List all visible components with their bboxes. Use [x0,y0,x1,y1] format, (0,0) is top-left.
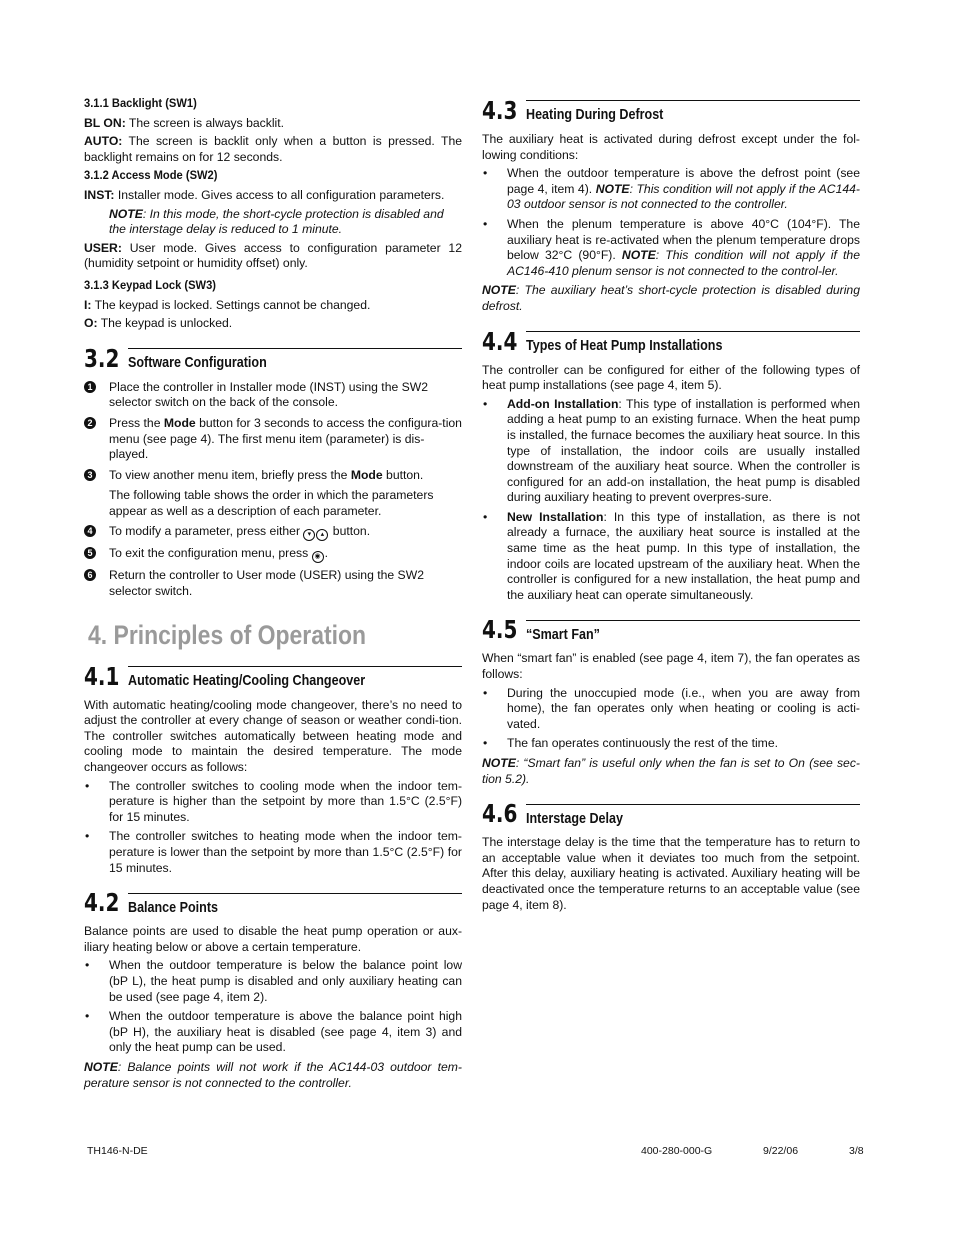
right-column [482,98,860,916]
step-2: 2 Press the Mode button for 3 seconds to access the configura-tion menu (see page 4). The first menu item (parameter) is dis-played. [84,416,462,463]
section-title: Balance Points [128,899,218,916]
left-column [84,96,462,1094]
mode-button-icon: ◉ [312,551,324,563]
inst-note: NOTE: In this mode, the short-cycle protection is disabled and the interstage delay is reduced to 1 minute. [109,206,444,237]
list-item: • New Installation: In this type of installation, as there is not already a furnace, the auxiliary heat source is installed at the same time as the heat pump. In this type of installation, the indoor coils are located upstream of the auxiliary heat. When the controller is configured for a new installation, the heat pump and the auxiliary heat can operate simultaneously. [483,509,861,602]
section-title: Software Configuration [128,355,267,372]
bl-on-text: BL ON: The screen is always backlit. [84,115,285,130]
step-3-note: The following table shows the order in which the parameters appear as well as a description of each parameter. [109,488,434,518]
section-4-3-intro: The auxiliary heat is activated during defrost except under the fol-lowing conditions: [482,132,860,162]
list-item: • When the outdoor temperature is above the balance point high (bP H), the auxiliary heat is disabled (see page 4, item 3) and only the heat pump can be used. [85,1009,462,1055]
section-4-3-list [482,166,860,279]
section-title: Heating During Defrost [526,107,664,124]
section-3-2-heading [84,343,462,373]
heading-3-1-2: 3.1.2 Access Mode (SW2) [84,168,218,183]
section-4-1-intro: With automatic heating/cooling mode changeover, there’s no need to adjust the controller at every change of season or weather condi-tion. The controller switches automatically between heating mode and cooling mode to maintain the desired temperature. The mode changeover occurs as follows: [84,697,462,775]
list-item: • The controller switches to cooling mode when the indoor tem-perature is higher than the setpoint by more than 1.5°C (2.5°F) for 15 minutes. [85,778,462,824]
section-4-2-list [84,958,462,1056]
user-text: USER: User mode. Gives access to configuration parameter 12 (humidity setpoint or humidity offset) only. [84,240,462,271]
section-4-6-heading [482,801,860,827]
list-item: • During the unoccupied mode (i.e., when you are away from home), the fan operates only when heating or cooling is acti-vated. [483,685,860,731]
section-4-5-note: NOTE: “Smart fan” is useful only when the fan is set to On (see sec-tion 5.2). [482,756,860,786]
section-title: “Smart Fan” [526,626,600,643]
section-4-2-intro: Balance points are used to disable the heat pump operation or aux-iliary heating below or above a certain temperature. [84,924,462,954]
keypad-o-text: O: The keypad is unlocked. [84,316,233,331]
section-number: 4.2 [84,888,120,918]
section-4-4-list [482,397,860,604]
inst-text: INST: Installer mode. Gives access to all configuration parameters. [84,187,445,202]
section-title: Interstage Delay [526,810,623,827]
step-number-icon: 2 [84,417,96,429]
heading-3-1-1: 3.1.1 Backlight (SW1) [84,96,197,110]
step-number-icon: 6 [84,569,96,581]
section-4-2-note: NOTE: Balance points will not work if the AC144-03 outdoor tem-perature sensor is not connected to the controller. [84,1059,462,1090]
section-4-5-list [482,686,860,752]
step-1: 1 Place the controller in Installer mode (INST) using the SW2 selector switch on the back of the console. [84,380,462,411]
step-number-icon: 4 [84,525,96,537]
section-4-5-intro: When “smart fan” is enabled (see page 4, item 7), the fan operates as follows: [482,651,860,682]
step-6: 6 Return the controller to User mode (USER) using the SW2 selector switch. [84,568,462,599]
step-number-icon: 1 [84,381,96,393]
section-4-4-heading [482,326,860,356]
section-4-3-note: NOTE: The auxiliary heat’s short-cycle protection is disabled during defrost. [482,283,860,313]
list-item: • When the plenum temperature is above 40°C (104°F). The auxiliary heat is re-activated when the plenum temperature drops below 32°C (90°F). NOTE: This condition will not apply if the AC146-410 plenum sensor is not connected to the control-ler. [483,216,860,278]
config-steps [84,380,462,600]
chapter-title: 4. Principles of Operation [88,619,367,650]
list-item: • The controller switches to heating mode when the indoor tem-perature is lower than the setpoint by more than 1.5°C (2.5°F) for 15 minutes. [85,829,462,875]
section-4-3-heading [482,98,860,124]
step-number-icon: 5 [84,547,96,559]
step-3: 3 To view another menu item, briefly press the Mode button. The following table shows the order in which the parameters appear as well as a description of each parameter. [84,468,462,520]
step-5: 5 To exit the configuration menu, press ◉ . [84,546,462,563]
up-arrow-button-icon: ▴ [316,529,328,541]
section-4-1-heading [84,661,462,691]
section-4-2-heading [84,890,462,916]
footer-doc-id: TH146-N-DE [87,1145,148,1157]
heading-3-1-3: 3.1.3 Keypad Lock (SW3) [84,277,217,292]
section-4-6-text: The interstage delay is the time that the temperature has to return to an acceptable value when it deviates too much from the setpoint. After this delay, auxiliary heating is activated. Auxiliary heating will be deactivated once the temperature returns to an acceptable value (see page 4, item 8). [482,835,860,912]
list-item: • Add-on Installation: This type of installation is performed when adding a heat pump to an existing furnace. When the heat pump is installed, the furnace becomes the auxiliary heat source. In this type of installation, the indoor coils are usually installed downstream of the auxiliary heat source. When the controller is configured for an add-on installation, the heat pump is disabled during auxiliary heating to prevent overpres-sure. [483,396,860,505]
section-number: 4.5 [482,615,518,645]
section-4-1-list [84,779,462,877]
keypad-i-text: I: The keypad is locked. Settings cannot be changed. [84,297,371,312]
section-number: 3.2 [84,343,120,373]
section-number: 4.3 [482,96,518,125]
down-arrow-button-icon: ▾ [303,529,315,541]
footer-code: 400-280-000-G [641,1145,713,1157]
section-title: Automatic Heating/Cooling Changeover [128,673,366,690]
footer-page-number: 3/8 [849,1145,864,1157]
step-4: 4 To modify a parameter, press either ▾ ▴ button. [84,524,462,541]
section-4-5-heading [482,617,860,643]
section-4-4-intro: The controller can be configured for either of the following types of heat pump installations (see page 4, item 5). [482,362,860,393]
list-item: • When the outdoor temperature is above the defrost point (see page 4, item 4). NOTE: This condition will not apply if the AC144-03 outdoor sensor is not connected to the controller. [483,166,860,212]
section-number: 4.1 [84,661,120,691]
section-title: Types of Heat Pump Installations [526,337,723,354]
step-number-icon: 3 [84,469,96,481]
footer-date: 9/22/06 [763,1145,799,1157]
section-number: 4.6 [482,799,518,829]
auto-text: AUTO: The screen is backlit only when a button is pressed. The backlight remains on for 12 seconds. [84,134,462,164]
section-number: 4.4 [482,326,518,356]
list-item: • The fan operates continuously the rest of the time. [483,736,778,751]
list-item: • When the outdoor temperature is below the balance point low (bP L), the heat pump is disabled and only auxiliary heating can be used (see page 4, item 2). [85,958,462,1004]
